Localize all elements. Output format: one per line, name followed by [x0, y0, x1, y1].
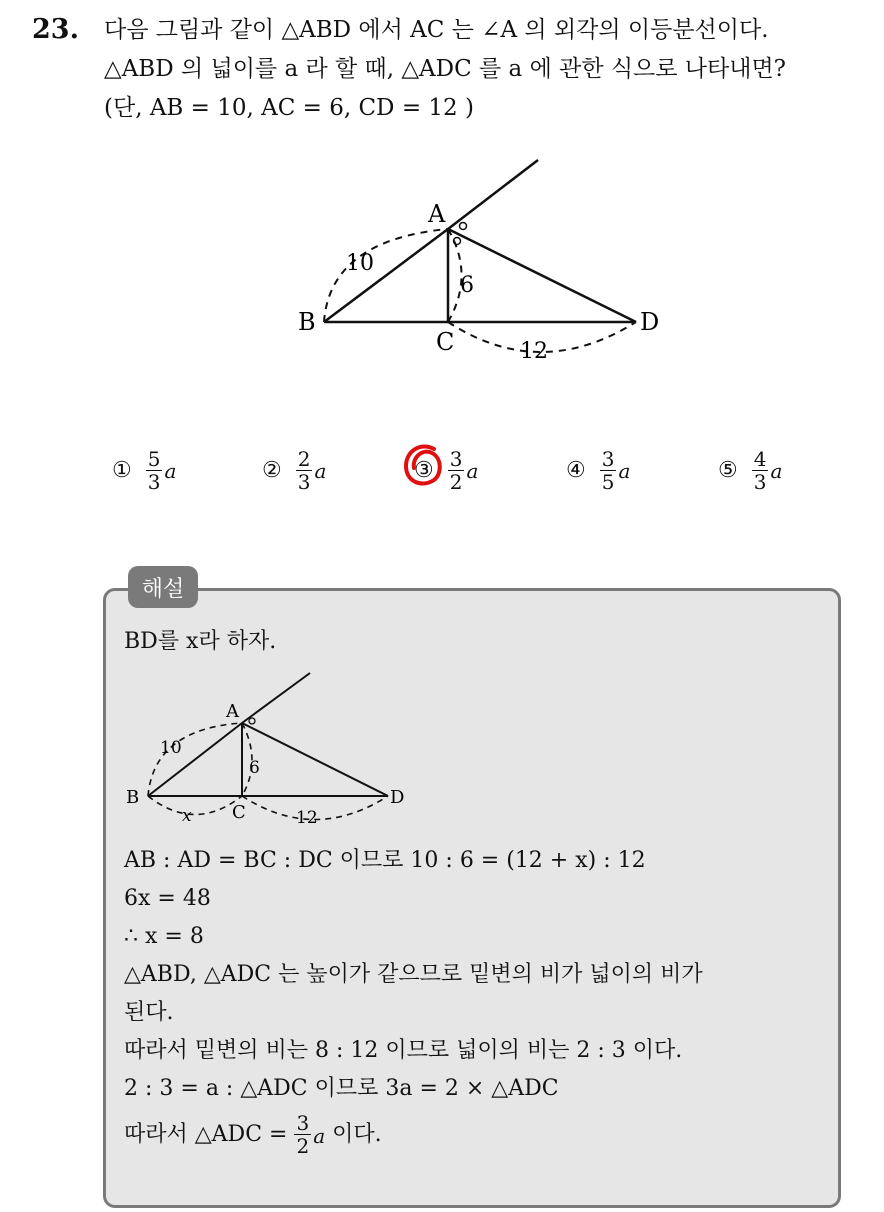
solution-line-1: BD를 x라 하자.	[124, 629, 277, 654]
sol-label-bc-length: x	[182, 806, 192, 826]
exterior-angle-ray	[448, 160, 538, 229]
solution-line-9-fraction: $\frac{3}{2}$	[296, 1111, 310, 1158]
solution-line-2: AB : AD = BC : DC 이므로 10 : 6 = (12 + x) : 12	[124, 848, 646, 873]
question-line-3: (단, AB = 10, AC = 6, CD = 12 )	[104, 95, 474, 121]
choice-2-number: ②	[262, 457, 282, 483]
sol-label-d: D	[390, 787, 405, 808]
solution-line-3: 6x = 48	[124, 886, 211, 911]
choice-4[interactable]	[566, 438, 630, 502]
choice-4-fraction: $\frac{3}{5}$	[601, 446, 615, 494]
label-d: D	[640, 308, 660, 336]
choice-4-number: ④	[566, 457, 586, 483]
angle-mark-exterior	[460, 223, 467, 230]
sol-exterior-ray	[242, 673, 310, 723]
solution-line-4: ∴ x = 8	[124, 924, 204, 949]
solution-line-9	[124, 1112, 382, 1157]
sol-segment-ad	[242, 723, 388, 796]
choice-1[interactable]	[112, 438, 176, 502]
choice-5-number: ⑤	[718, 457, 738, 483]
question-line-2: △ABD 의 넓이를 a 라 할 때, △ADC 를 a 에 관한 식으로 나타내면?	[104, 56, 787, 82]
solution-line-8: 2 : 3 = a : △ADC 이므로 3a = 2 × △ADC	[124, 1076, 559, 1101]
choice-5-fraction: $\frac{4}{3}$	[753, 446, 767, 494]
choice-4-variable: a	[618, 459, 631, 483]
choice-1-fraction: $\frac{5}{3}$	[147, 446, 161, 494]
sol-segment-ab	[148, 723, 242, 796]
choice-1-number: ①	[112, 457, 132, 483]
choice-3-number: ③	[414, 457, 434, 483]
label-c: C	[436, 328, 455, 356]
solution-line-9-suffix: 이다.	[325, 1121, 382, 1147]
choice-3-fraction: $\frac{3}{2}$	[449, 446, 463, 494]
segment-ad	[448, 229, 636, 322]
solution-tag: 해설	[128, 566, 198, 608]
question-number: 23.	[32, 14, 79, 45]
choice-5[interactable]	[718, 438, 782, 502]
choice-3-variable: a	[466, 459, 479, 483]
solution-line-5: △ABD, △ADC 는 높이가 같으므로 밑변의 비가 넓이의 비가	[124, 962, 703, 987]
sol-arc-bc	[148, 796, 242, 815]
solution-line-6: 된다.	[124, 1000, 174, 1025]
sol-label-cd-length: 12	[296, 808, 318, 828]
sol-angle-mark	[249, 718, 255, 724]
choice-2-fraction: $\frac{2}{3}$	[297, 446, 311, 494]
answer-circle-mark	[400, 440, 450, 492]
triangle-figure	[290, 150, 680, 370]
choice-2-variable: a	[314, 459, 327, 483]
choice-1-variable: a	[164, 459, 177, 483]
question-line-1: 다음 그림과 같이 △ABD 에서 AC 는 ∠A 의 외각의 이등분선이다.	[104, 17, 769, 43]
sol-label-c: C	[232, 802, 246, 823]
choice-5-variable: a	[770, 459, 783, 483]
sol-label-a: A	[226, 701, 239, 722]
solution-line-7: 따라서 밑변의 비는 8 : 12 이므로 넓이의 비는 2 : 3 이다.	[124, 1038, 683, 1063]
choice-2[interactable]	[262, 438, 326, 502]
label-cd-length: 12	[520, 339, 548, 364]
solution-figure	[120, 665, 420, 830]
sol-label-b: B	[126, 787, 140, 808]
sol-label-ac-length: 6	[249, 758, 260, 778]
sol-label-ab-length: 10	[160, 738, 182, 758]
label-ac-length: 6	[460, 273, 474, 298]
label-b: B	[298, 308, 316, 336]
solution-line-9-variable: a	[313, 1123, 326, 1148]
label-a: A	[428, 200, 446, 228]
label-ab-length: 10	[346, 251, 374, 276]
solution-line-9-prefix: 따라서 △ADC =	[124, 1121, 295, 1147]
